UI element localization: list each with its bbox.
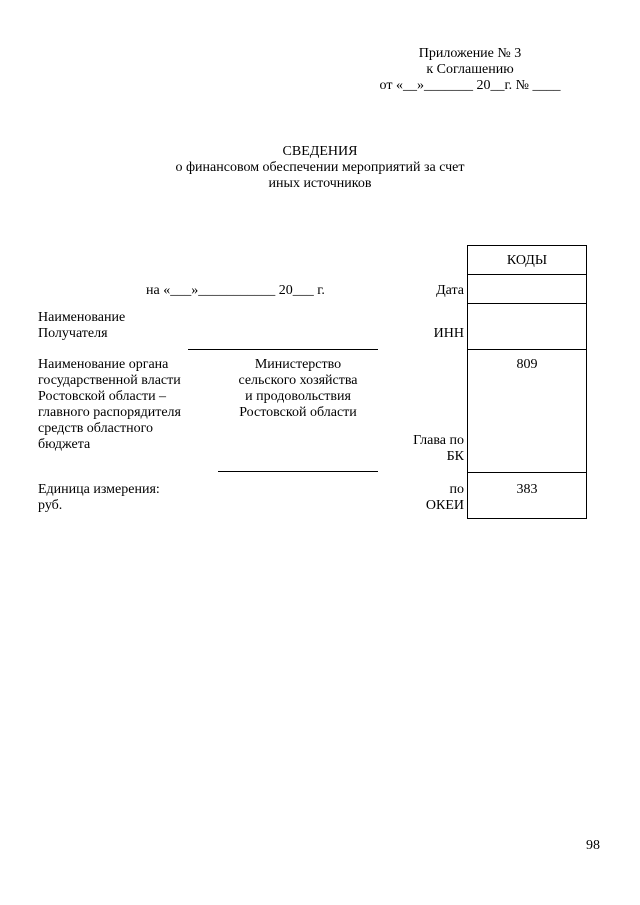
appendix-date-number: от «__»_______ 20__г. № ____	[379, 78, 561, 93]
unit-label	[38, 482, 160, 514]
authority-value-line-1: Министерство	[254, 357, 342, 372]
authority-label-line-6: бюджета	[38, 437, 91, 452]
okei-code: 383	[516, 482, 538, 497]
inn-label: ИНН	[433, 326, 464, 341]
recipient-label-line-2: Получателя	[38, 326, 108, 341]
codes-header: КОДЫ	[506, 253, 548, 268]
unit-label-line-1: Единица измерения:	[38, 482, 160, 497]
okei-label-line-2: ОКЕИ	[425, 498, 464, 513]
authority-value-line-2: сельского хозяйства	[238, 373, 358, 388]
document-title	[120, 144, 520, 192]
authority-value	[218, 357, 378, 421]
glava-bk-label-line-1: Глава по	[413, 433, 464, 448]
okei-label	[426, 482, 464, 514]
title-main: СВЕДЕНИЯ	[282, 144, 358, 159]
appendix-number: Приложение № 3	[418, 46, 522, 61]
appendix-agreement: к Соглашению	[426, 62, 514, 77]
glava-bk-label	[413, 433, 464, 465]
codes-date-cell	[467, 274, 587, 304]
authority-label-line-1: Наименование органа	[38, 357, 169, 372]
authority-label-line-2: государственной власти	[38, 373, 181, 388]
authority-label-line-3: Ростовской области –	[38, 389, 167, 404]
page-number: 98	[586, 838, 600, 853]
appendix-header	[360, 46, 580, 94]
title-sub-2: иных источников	[268, 176, 372, 191]
recipient-label	[38, 310, 125, 342]
authority-label-line-4: главного распорядителя	[38, 405, 181, 420]
recipient-label-line-1: Наименование	[38, 310, 126, 325]
report-date-line: на «___»___________ 20___ г.	[146, 283, 325, 298]
codes-inn-cell	[467, 303, 587, 350]
glava-bk-label-line-2: БК	[446, 449, 464, 464]
authority-value-line	[218, 471, 378, 472]
codes-okei-cell	[467, 472, 587, 519]
recipient-name-line	[188, 349, 378, 350]
authority-label	[38, 357, 181, 453]
okei-label-line-1: по	[449, 482, 464, 497]
codes-glava-bk-cell	[467, 349, 587, 473]
codes-header-cell	[467, 245, 587, 275]
title-sub-1: о финансовом обеспечении мероприятий за счет	[175, 160, 465, 175]
authority-value-line-3: и продовольствия	[245, 389, 351, 404]
unit-label-line-2: руб.	[38, 498, 63, 513]
authority-label-line-5: средств областного	[38, 421, 154, 436]
authority-value-line-4: Ростовской области	[239, 405, 357, 420]
date-label: Дата	[436, 283, 464, 298]
glava-bk-code: 809	[516, 357, 538, 372]
